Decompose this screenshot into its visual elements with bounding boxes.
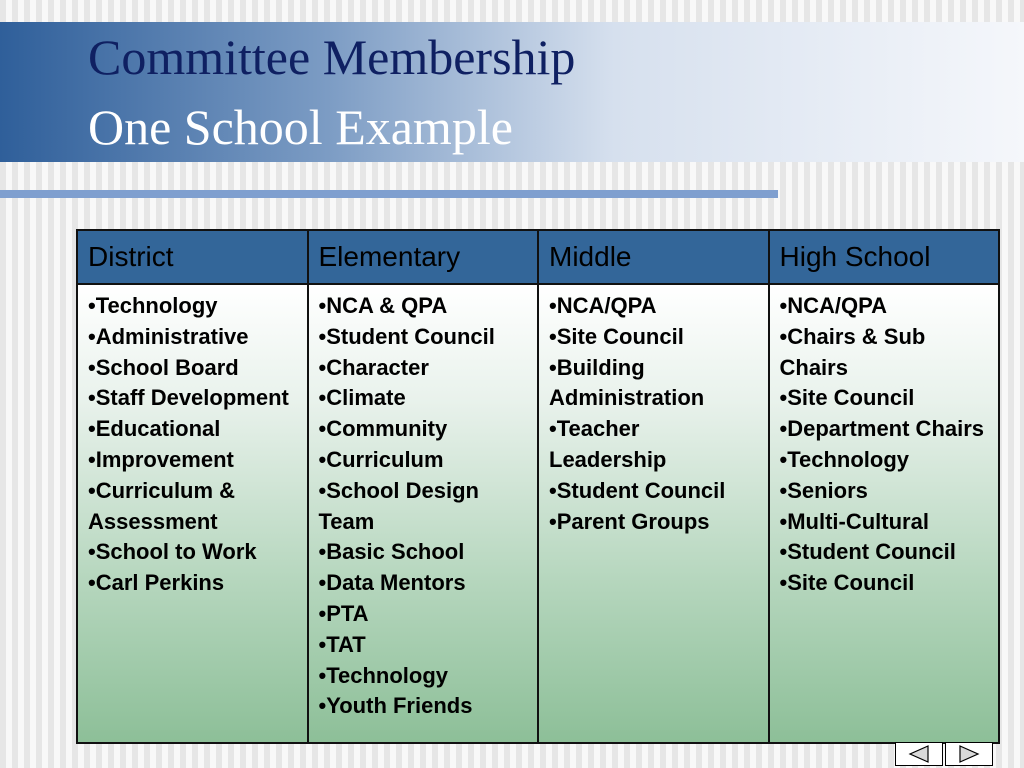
triangle-right-icon	[958, 745, 980, 763]
list-item: • Improvement	[88, 445, 297, 476]
list-item: • Staff Development	[88, 383, 297, 414]
column-header-elementary: Elementary	[308, 230, 539, 284]
list-item: • Site Council	[780, 383, 989, 414]
list-item: • Teacher Leadership	[549, 414, 758, 476]
list-item: • School Design Team	[319, 476, 528, 538]
table-row	[77, 284, 999, 743]
list-item: • Educational	[88, 414, 297, 445]
list-item: • Building Administration	[549, 353, 758, 415]
list-item: • School to Work	[88, 537, 297, 568]
list-item: • Multi-Cultural	[780, 507, 989, 538]
high-school-cell	[769, 284, 1000, 743]
slide-title: Committee Membership	[88, 29, 576, 85]
list-item: • Community	[319, 414, 528, 445]
list-item: • Curriculum & Assessment	[88, 476, 297, 538]
list-item: • Curriculum	[319, 445, 528, 476]
list-item: • Technology	[319, 661, 528, 692]
list-item: • TAT	[319, 630, 528, 661]
elementary-list	[319, 291, 528, 722]
list-item: • Site Council	[549, 322, 758, 353]
list-item: • Site Council	[780, 568, 989, 599]
list-item: • Basic School	[319, 537, 528, 568]
elementary-cell	[308, 284, 539, 743]
list-item: • Carl Perkins	[88, 568, 297, 599]
high-school-list	[780, 291, 989, 599]
column-header-middle: Middle	[538, 230, 769, 284]
previous-slide-button[interactable]	[895, 742, 943, 766]
list-item: • Technology	[88, 291, 297, 322]
list-item: • Parent Groups	[549, 507, 758, 538]
slide-navigation	[895, 742, 993, 766]
list-item: • Data Mentors	[319, 568, 528, 599]
column-header-district: District	[77, 230, 308, 284]
list-item: • Student Council	[780, 537, 989, 568]
list-item: • NCA & QPA	[319, 291, 528, 322]
list-item: • Chairs & Sub Chairs	[780, 322, 989, 384]
next-slide-button[interactable]	[945, 742, 993, 766]
column-header-high-school: High School	[769, 230, 1000, 284]
district-list	[88, 291, 297, 599]
list-item: • Technology	[780, 445, 989, 476]
district-cell	[77, 284, 308, 743]
middle-list	[549, 291, 758, 537]
list-item: • Character	[319, 353, 528, 384]
triangle-left-icon	[908, 745, 930, 763]
middle-cell	[538, 284, 769, 743]
header-rule	[0, 190, 778, 198]
list-item: • Student Council	[319, 322, 528, 353]
list-item: • Youth Friends	[319, 691, 528, 722]
list-item: • Department Chairs	[780, 414, 989, 445]
membership-table	[76, 229, 1000, 744]
slide-subtitle: One School Example	[88, 99, 513, 155]
list-item: • School Board	[88, 353, 297, 384]
list-item: • Seniors	[780, 476, 989, 507]
list-item: • Administrative	[88, 322, 297, 353]
list-item: • Student Council	[549, 476, 758, 507]
list-item: • PTA	[319, 599, 528, 630]
list-item: • Climate	[319, 383, 528, 414]
list-item: • NCA/QPA	[780, 291, 989, 322]
table-header-row	[77, 230, 999, 284]
list-item: • NCA/QPA	[549, 291, 758, 322]
